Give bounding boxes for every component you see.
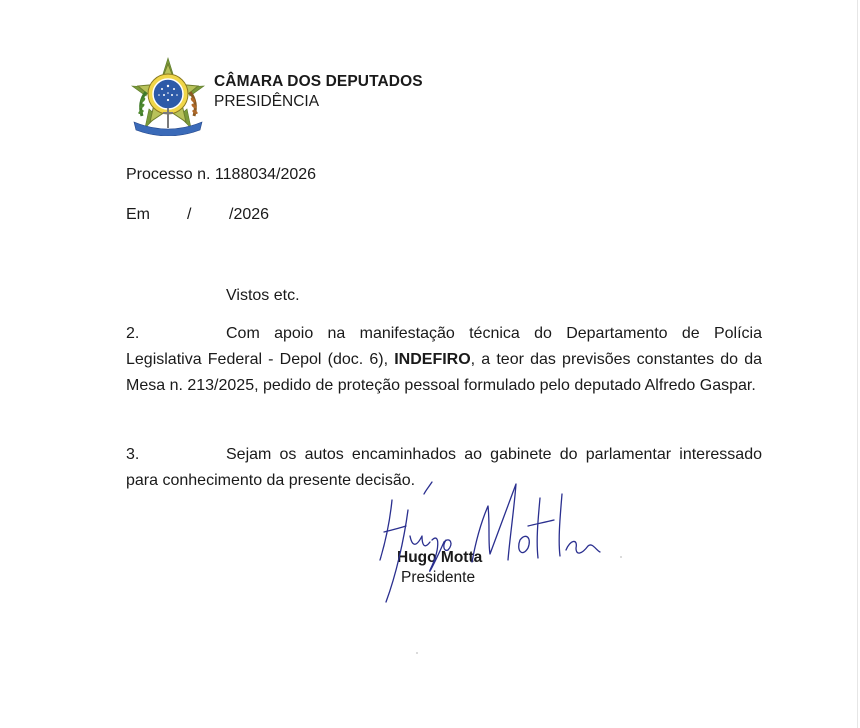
paragraph-text: Sejam os autos encaminhados ao gabinete do parlamentar interessado para conhecimento da presente decisão. <box>126 446 762 489</box>
process-number: Processo n. 1188034/2026 <box>126 166 317 183</box>
date-line <box>126 202 326 228</box>
signer-name: Hugo Motta <box>397 549 483 566</box>
handwritten-signature <box>370 480 610 610</box>
date-year: /2026 <box>229 206 270 223</box>
coat-of-arms-seal <box>128 56 208 136</box>
paragraph-number: 3. <box>126 446 140 463</box>
date-prefix: Em <box>126 206 150 223</box>
paragraph-2 <box>126 321 762 399</box>
date-separator: / <box>187 206 192 223</box>
scan-speck <box>416 652 418 654</box>
paragraph-text-part2: , a teor das previsões constantes do da Mesa n. 213/2025, pedido de proteção pessoal formulado pelo deputado Alfredo Gaspar. <box>126 351 762 394</box>
organization-name: CÂMARA DOS DEPUTADOS <box>214 73 423 90</box>
greeting: Vistos etc. <box>226 287 300 304</box>
signature-block <box>370 480 610 610</box>
scan-speck <box>620 556 622 558</box>
page-edge <box>857 0 858 728</box>
organization-unit: PRESIDÊNCIA <box>214 93 320 110</box>
paragraph-number: 2. <box>126 325 140 342</box>
paragraph-text-part1: Com apoio na manifestação técnica do Departamento de Polícia Legislativa Federal - Depol (doc. 6), <box>126 325 762 368</box>
decision-keyword: INDEFIRO <box>394 351 471 368</box>
signer-role: Presidente <box>401 569 476 586</box>
